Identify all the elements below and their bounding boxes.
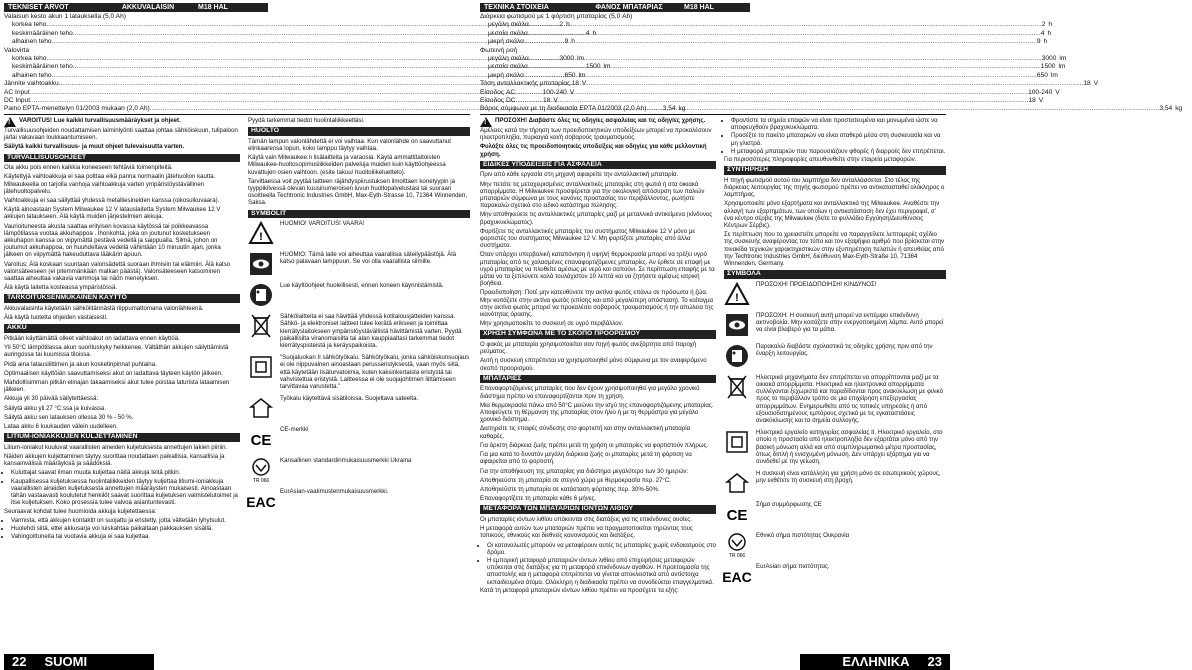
spec-row: [480, 71, 1058, 80]
spec-label: μικρή σκάλα: [488, 38, 524, 46]
ce-mark-icon: [248, 426, 274, 452]
symbol-text: ΠΡΟΣΟΧΗ! ΠΡΟΕΙΔΟΠΟΙΗΣΗ! ΚΙΝΔΥΝΟΣ!: [756, 280, 877, 288]
warning-text: Αμέλειες κατά την τήρηση των προειδοποιητικών υποδείξεων μπορεί να προκαλέσουν ηλεκτροπληξία, πυρκαγιά και/ή σοβαρούς τραυματισμούς.: [480, 127, 712, 142]
paragraph: Για περισσότερες πληροφορίες απευθυνθείτε στην εταιρεία μεταφορών.: [724, 156, 917, 164]
weee-bin-graphic: [250, 313, 272, 339]
paragraph: Για την αποθήκευση της μπαταρίας για διάστημα μεγαλύτερο των 30 ημερών:: [480, 467, 689, 475]
paragraph: Για άριστη διάρκεια ζωής πρέπει μετά τη χρήση οι μπαταρίες να φορτιστούν πλήρως.: [480, 441, 709, 449]
bullet-list: [724, 117, 946, 155]
page-right: [480, 0, 1183, 670]
ukraine-mark-graphic: [250, 457, 272, 483]
tech-data-header: [4, 3, 268, 12]
page-footer: [4, 654, 154, 670]
spec-label: alhainen teho: [12, 71, 52, 79]
symbol-text: Sähkölaitteita ei saa hävittää yhdessä kotitalousjätteiden kanssa. Sähkö- ja elektroniset laitteet tulee kerätä erikseen ja toimittaa kierrätyslaitokseen ympäristöystävällistä hävittämistä varten. Pyydä paikallisilta viranomaisilta tai alan kauppiaaltasi tarkemmat tiedot kierrätyspisteistä ja keräyspaikoista.: [280, 313, 462, 350]
symbol-text: ΠΡΟΣΟΧΗ: Η συσκευή αυτή μπορεί να εκπέμψει επικίνδυνη ακτινοβολία. Μην κοιτάζετε στην ενεργοποιημένη λάμπα. Αυτό μπορεί να είναι βλαβερό για τα μάτια.: [756, 311, 944, 334]
eac-mark-icon: [248, 488, 274, 514]
indoor-house-icon: [724, 470, 750, 496]
symbol-row: [724, 532, 946, 558]
header-title: ΤΕΧΝΙΚΑ ΣΤΟΙΧΕΙΑ: [484, 4, 549, 11]
section-heading: ΕΙΔΙΚΕΣ ΥΠΟΔΕΙΞΕΙΣ ΓΙΑ ΑΣΦΑΛΕΙΑ: [480, 161, 716, 170]
symbol-row: [724, 343, 946, 369]
symbol-text: Työkalu käytettävä sisätiloissa. Suojeltava sateelta.: [280, 395, 419, 403]
spec-label: keskimääräinen teho: [12, 63, 73, 71]
paragraph: Älä käytä tuotetta ohjeiden vastaisesti.: [4, 314, 108, 322]
paragraph: Αποθηκεύστε τη μπαταρία σε κατάσταση φόρτισης περ. 30%-50%.: [480, 485, 660, 493]
symbol-text: Lue käyttöohjeet huolellisesti, ennen koneen käynnistämistä.: [280, 282, 444, 290]
eac-mark-icon: [724, 563, 750, 589]
spec-value: 1500: [1040, 63, 1056, 71]
paragraph: Näiden akkujen kuljettaminen täytyy suorittaa noudattaen paikallisia, kansallisia ja kansainvälisiä määräyksiä ja säädöksiä.: [4, 453, 225, 468]
header-title: TEKNISET ARVOT: [8, 4, 69, 11]
warning-icon: [4, 117, 16, 127]
symbol-row: [724, 501, 946, 527]
symbol-text: HUOMIO! VAROITUS! VAARA!: [280, 220, 365, 228]
spec-value: 2: [559, 21, 564, 29]
symbol-text: CE-merkki: [280, 426, 309, 434]
paragraph: Μην χρησιμοποιείτε το συσκευή σε υγρό περιβάλλον.: [480, 320, 624, 328]
list-item: • Vahingoittuneita tai vuotavia akkuja ei saa kuljettaa.: [11, 533, 240, 540]
spec-unit: lm: [578, 71, 586, 79]
spec-label: μεγάλη σκάλα: [488, 21, 529, 29]
spec-label: μεγάλη σκάλα: [488, 55, 529, 63]
spec-row: [4, 47, 264, 55]
warning-text: Turvallisuusohjeiden noudattamisen laiminlyönti saattaa johtaa sähköiskuun, tulipaloon ja/tai vakavaan loukkaantumiseen.: [4, 127, 238, 142]
paragraph: Pyydä tarkemmat tiedot huolintaliikkeeltäsi.: [248, 117, 365, 124]
warning-title: VAROITUS! Lue kaikki turvallisuusmääräykset ja ohjeet.: [19, 117, 181, 124]
paragraph: Η πηγή φωτισμού αυτού του λαμπτήρα δεν ανταλλάσσεται. Στο τέλος της διάρκειας λειτουργίας της πηγής φωτισμού πρέπει να αντικατασταθεί ολόκληρος ο λαμπτήρας.: [724, 176, 945, 199]
warning-block: [480, 117, 716, 127]
list-item: • Huolehdi siitä, ettei akkusarja voi luiskahtaa paikaltaan pakkauksen sisällä.: [11, 525, 240, 532]
ukraine-mark-graphic: [726, 532, 748, 558]
section-heading: ΧΡΗΣΗ ΣΥΜΦΩΝΑ ΜΕ ΤΟ ΣΚΟΠΟ ΠΡΟΟΡΙΣΜΟΥ: [480, 330, 716, 339]
symbol-row: [248, 220, 470, 246]
spec-leader: [30, 97, 543, 105]
class-ii-graphic: [250, 356, 272, 378]
spec-label: Φωτεινή ροή: [480, 46, 518, 54]
header-model: M18 HAL: [684, 4, 714, 11]
spec-unit: lm: [1059, 55, 1067, 63]
spec-label: alhainen teho: [12, 38, 52, 46]
list-item: • Προσέξτε το πακέτο μπαταριών να είναι σταθερό μέσα στη συσκευασία και να μη γλιστρά.: [731, 132, 946, 146]
spec-unit: lm: [603, 63, 611, 71]
ce-mark-icon: [724, 501, 750, 527]
list-item: • Η μεταφορά μπαταριών που παρουσιάζουν φθορές ή διαρροές δεν επιτρέπεται.: [731, 148, 946, 155]
symbol-text: Σήμα συμμόρφωσης CE: [756, 501, 822, 509]
eye-radiation-graphic: [249, 252, 273, 276]
spec-row: [480, 47, 740, 55]
ukraine-mark-icon: [248, 457, 274, 483]
paragraph: Käytä vain Milwaukee:n lisälaitteita ja varaosia. Käytä ammattitaitoisten Milwaukee-huoltosopimusliikkeiden palveluja muiden kuin käyttöohjeessa kuvattujen osien vaihtoon. (esite takuu/ huoltoliikeluettelo).: [248, 154, 446, 176]
warning-block: [4, 117, 240, 127]
column-2: [724, 117, 946, 647]
paragraph: Säilytä akku sen latauksen ollessa 30 % - 50 %.: [4, 413, 134, 421]
svg-text:TR 066: TR 066: [728, 553, 746, 560]
symbol-text: Εθνικό σήμα πιστότητας Ουκρανία: [756, 532, 850, 540]
tech-data-header: [480, 3, 750, 12]
spec-value: 18: [542, 97, 551, 105]
section-heading: AKKU: [4, 324, 240, 333]
symbol-row: [248, 313, 470, 349]
list-item: • Kaupallisessa kuljetuksessa huolintaliikkeiden täytyy kuljettaa litiumi-ioniakkuja vaarallisten aineiden kuljetuksesta annettujen määräysten mukaisesti. Ainoastaan tähän vastaavasti koulutetut henkilöt saavat suorittaa kuljetuksen valmistelutoimet ja itse kuljetuksen. Koko prosessia tulee valvoa asiantuntevasti.: [11, 478, 240, 507]
symbol-row: [724, 563, 946, 589]
paragraph: Tämän lampun valonlähdettä ei voi vaihtaa. Kun valonlähde on saavuttanut elinkaarensa lopun, koko lamppu täytyy vaihtaa.: [248, 137, 451, 152]
spec-leader: [529, 55, 1042, 63]
spec-value: 3000: [1041, 55, 1057, 63]
paragraph: Οι μπαταρίες ιόντων λιθίου υπόκεινται στις διατάξεις για τις επικίνδυνες ουσίες.: [480, 515, 692, 523]
eye-radiation-icon: [724, 312, 750, 338]
paragraph: Κατά τη μεταφορά μπαταριών ιόντων λιθίου πρέπει να προσέχετε τα εξής:: [480, 586, 680, 594]
spec-label: keskimääräinen teho: [12, 29, 73, 37]
page-number: 23: [927, 654, 942, 669]
spec-unit: h: [566, 21, 570, 29]
spec-label: DC Input: [4, 97, 31, 105]
paragraph: Μην αποθηκεύετε τις ανταλλακτικές μπαταρίες μαζί με μεταλλικά αντικείμενα (κίνδυνος βραχυκυκλώματος).: [480, 211, 713, 226]
symbol-text: Ηλεκτρικό εργαλείο κατηγορίας ασφαλείας II. Ηλεκτρικό εργαλείο, στο οποίο η προστασία από ηλεκτροπληξία δεν εξαρτάται μόνο από την βασική μόνωση αλλά και από συμπληρωματικά μέτρα προστασίας, όπως διπλή ή ενισχυμένη μόνωση. Δεν υπάρχει εξάρτημα για να συνδεθεί με την γείωση.: [756, 429, 943, 466]
paragraph: Ota akku pois ennen kaikkia koneeseen tehtäviä toimenpiteitä.: [4, 164, 173, 172]
class-ii-icon: [248, 354, 274, 380]
spec-row: [480, 80, 1099, 88]
spec-unit: h: [592, 29, 597, 37]
spec-leader: [529, 21, 1042, 29]
paragraph: Lataa akku 6 kuukauden välein uudelleen.: [4, 423, 118, 431]
section-heading: TARKOITUKSENMUKAINEN KÄYTTÖ: [4, 294, 240, 303]
spec-label: korkea teho: [12, 55, 47, 63]
eye-radiation-icon: [248, 251, 274, 277]
read-manual-graphic: [249, 283, 273, 307]
symbol-text: Παρακαλώ διαβάστε σχολαστικά τις οδηγίες χρήσης πριν από την έναρξη λειτουργίας.: [756, 342, 933, 358]
paragraph: Optimaalisen käyttöiän saavuttamiseksi akut on ladattava täyteen käytön jälkeen.: [4, 369, 223, 377]
paragraph: Akkuja yli 30 päivää säilytettäessä:: [4, 395, 99, 403]
weee-bin-icon: [248, 313, 274, 339]
bullet-list: [4, 517, 240, 541]
paragraph: Vaurioituneesta akusta saattaa erityisen kovassa käytössä tai poikkeavassa lämpötilassa vuotaa akkuhappoa . Ihonkohta, joka on joutunut kosketukseen akkuhapon kanssa on viipymättä pestävä vedellä ja saippualla. Silmä, johon on joutumut akkuhappoa, on huuhdeltava vedellä vähintään 10 minuutin ajan, jonka jälkeen on viipymättä hakeuduttava lääkärin apuun.: [4, 222, 221, 259]
paragraph: Akkuvalaisinta käytetään sähkölitännästä riippumattomana valonlähteenä.: [4, 305, 204, 313]
spec-unit: h: [1048, 21, 1053, 29]
paragraph: Tarvittaessa voit pyytää laitteen räjähdyspiirustuksen ilmoittaen konetyypin ja tyyppikilvessä olevan kuusinumeroisen luvun huoltopalvelustasi tai suoraan osoitteella Techtronic Industries GmbH, Max-Eyth-Strasse 10, 71364 Winnenden, Saksa.: [248, 177, 468, 207]
spec-value: 3000: [559, 55, 575, 63]
spec-label: Τάση ανταλλακτικής μπαταρίας: [480, 80, 571, 88]
paragraph: Säilytä akku yli 27 °C:ssa ja kuivassa.: [4, 404, 107, 412]
ukraine-mark-icon: [724, 532, 750, 558]
paragraph: Η μεταφορά αυτών των μπαταριών πρέπει να πραγματοποιείται τηρώντας τους τοπικούς, εθνικούς και διεθνείς κανονισμούς και διατάξεις.: [480, 525, 693, 540]
spec-value: 4: [585, 29, 590, 37]
divider: [4, 114, 470, 115]
class-ii-graphic: [726, 431, 748, 453]
section-heading: SYMBOLIT: [248, 210, 470, 219]
symbol-row: [248, 395, 470, 421]
paragraph: Älä käytä laitetta kosteassa ympäristössä.: [4, 284, 118, 292]
eye-radiation-graphic: [725, 313, 749, 337]
symbol-row: [248, 354, 470, 390]
indoor-house-graphic: [726, 472, 748, 494]
spec-row: [480, 63, 1066, 71]
svg-text:TR 066: TR 066: [252, 478, 270, 485]
list-item: • Varmista, että akkujen kontaktit on suojattu ja eristetty, jotta vältetään lyhytsulut.: [11, 517, 240, 524]
header-product: ΦΑΝΟΣ ΜΠΑΤΑΡΙΑΣ: [595, 4, 663, 11]
paragraph: Mahdollisimman pitkän elinajan takaamiseksi akut tulee poistaa laturista lataamisen jälkeen.: [4, 379, 230, 394]
section-heading: LITIUM-IONIAKKUJEN KULJETTAMINEN: [4, 433, 240, 442]
symbol-row: [724, 281, 946, 307]
spec-value: 9: [1036, 38, 1041, 46]
warning-title: ΠΡΟΣΟΧΗ! Διαβάστε όλες τις οδηγίες ασφαλείας και τις οδηγίες χρήσης.: [495, 117, 706, 124]
spec-unit: V: [553, 97, 558, 105]
paragraph: Πριν από κάθε εργασία στη μηχανή αφαιρείτε την ανταλλακτική μπαταρία.: [480, 171, 679, 179]
spec-leader: [570, 80, 1083, 88]
paragraph: Vaihtoakkuja ei saa säilyttää yhdessä metalliesineiden kanssa (oikosulkuvaara).: [4, 197, 220, 205]
spec-label: Βάρος σύμφωνα με τη διαδικασία EPTA 01/2003 (2,0 Ah): [480, 105, 647, 113]
spec-value: 9: [564, 38, 569, 46]
symbol-row: [248, 457, 470, 483]
page-language: SUOMI: [44, 654, 88, 669]
spec-label: μεσαία σκάλα: [488, 29, 528, 37]
warning-triangle-icon: [724, 281, 750, 307]
symbol-row: [248, 251, 470, 277]
spec-value: 18: [571, 80, 579, 88]
spec-unit: V: [1093, 80, 1099, 88]
spec-unit: lm: [1058, 63, 1066, 71]
list-item: • Kuluttajat saavat ilman muuta kuljettaa näitä akkuja teitä pitkin.: [11, 469, 240, 476]
divider: [480, 114, 946, 115]
symbol-row: [248, 282, 470, 308]
spec-value: 4: [1040, 29, 1045, 37]
warning-keep: Säilytä kaikki turvallisuus- ja muut ohjeet tulevaisuutta varten.: [4, 143, 185, 151]
eac-mark-graphic: [246, 492, 276, 511]
symbol-text: Kansallinen standardinmukaisuusmerkki Ukraina: [280, 457, 412, 465]
paragraph: Μια θερμοκρασία πάνω από 50°C μειώνει την ισχύ της επαναφορτιζόμενης μπαταρίας. Αποφεύγετε τη θέρμανση της μπαταρίας στον ήλιο ή με τη θερμάστρα για μεγάλο χρονικό διάστημα.: [480, 401, 714, 424]
section-heading: ΜΕΤΑΦΟΡΑ ΤΩΝ ΜΠΑΤΑΡΙΩΝ ΙΟΝΤΩΝ ΛΙΘΙΟΥ: [480, 505, 716, 514]
paragraph: Επαναφορτίζετε τη μπαταρία κάθε 6 μήνες.: [480, 495, 597, 503]
symbol-text: Η συσκευή είναι κατάλληλη για χρήση μόνο σε εσωτερικούς χώρους, μην εκθέτετε τη συσκευή στη βροχή.: [756, 470, 941, 485]
spec-value: 100-240: [1028, 88, 1053, 96]
spec-value: 18: [1028, 97, 1036, 105]
spec-label: Valaisun kesto akun 1 latauksella (5,0 Ah): [4, 13, 126, 20]
column-1: [480, 117, 716, 647]
spec-unit: V: [569, 88, 575, 96]
paragraph: Ο φακός με μπαταρία χρησιμοποιείται σαν πηγή φωτός ανεξάρτητα από παροχή ρεύματος.: [480, 341, 697, 356]
spec-value: 3,54: [1159, 105, 1173, 113]
paragraph: Όταν υπάρχει υπερβολική καταπόνηση ή υψηλή θερμοκρασία μπορεί να τρέξει υγρό μπαταρίας από τις χαλασμένες επαναφορτιζόμενες μπαταρίες. Αν έρθετε σε επαφή με υγρό μπαταρίας να πλυθείτε αμέσως με νερό και σαπούνι. Σε περίπτωση επαφής με τα μάτια να τα ξεπλύνετε καλά τουλάχιστον 10 λεπτά και να ζητήσετε αμέσως ιατρική βοήθεια.: [480, 251, 715, 288]
paragraph: Επαναφορτιζόμενες μπαταρίες που δεν έχουν χρησιμοποιηθεί για μεγάλο χρονικό διάστημα πρέπει να επαναφορτίζονται πριν τη χρήση.: [480, 385, 700, 400]
spec-unit: h: [1047, 29, 1052, 37]
page-language: ΕΛΛΗΝΙΚΑ: [842, 654, 910, 669]
spec-row: [480, 88, 1060, 97]
spec-leader: [528, 63, 1041, 71]
spec-label: korkea teho: [12, 21, 47, 29]
column-1: [4, 117, 240, 647]
page-footer: [800, 654, 950, 670]
spec-label: Valovirta: [4, 46, 30, 54]
paragraph: Μην πετάτε τις μεταχειρισμένες ανταλλακτικές μπαταρίες στη φωτιά ή στα οικιακά απορρίμματα. Η Milwaukee προσφέρεται για την οικολογική απόσυρση των παλιών μπαταριών σύμφωνα με τους κανόνες προστασίας του περιβάλλοντος, ρωτήστε παρακαλώ σχετικά στο ειδικό κατάστημα πώλησης.: [480, 180, 705, 210]
spec-value: 650: [564, 71, 576, 79]
paragraph: Διατηρείτε τις επαφές σύνδεσης στο φορτιστή και στην ανταλλακτική μπαταρία καθαρές.: [480, 425, 691, 440]
spec-row: [4, 13, 264, 21]
paragraph: Σε περίπτωση που το χρειαστείτε μπορείτε να παραγγείλετε λεπτομερές σχέδιο της συσκευής αναφέροντας τον τύπο και τον εξαψήφιο αριθμό που βρίσκεται στην πινακίδα τεχνικών χαρακτηριστικών στην εξυπηρέτηση πελατών ή απευθείας από την Techtronic Industries GmbH, διεύθυνση Max-Eyth-Straße 10, 71364 Winnenden, Germany.: [724, 231, 945, 268]
read-manual-icon: [724, 343, 750, 369]
spec-row: [480, 38, 1048, 46]
spec-unit: h: [1043, 38, 1048, 46]
paragraph: Pidä aina latausliittimen ja akun kosketinpinnat puhtaina.: [4, 360, 157, 368]
warning-triangle-graphic: [249, 222, 273, 244]
column-2: [248, 117, 470, 647]
section-heading: ΜΠΑΤΑΡΙΕΣ: [480, 375, 716, 384]
warning-keep: Φυλάξτε όλες τις προειδοποιητικές υποδείξεις και οδηγίες για κάθε μελλοντική χρήση.: [480, 143, 707, 158]
spec-leader: [30, 89, 543, 97]
spec-leader: [515, 89, 1028, 97]
spec-label: Paino EPTA-menettelyn 01/2003 mukaan (2,0 Ah): [4, 105, 150, 113]
spec-unit: V: [1038, 97, 1044, 105]
warning-icon: [480, 117, 492, 127]
header-product: AKKUVALAISIN: [121, 4, 175, 11]
symbol-text: Ηλεκτρικά μηχανήματα δεν επιτρέπεται να απορρίπτονται μαζί με τα οικιακά απορρίμματα. Ηλεκτρικά και ηλεκτρονικά απορρίμματα συλλέγονται ξεχωριστά και παραδίδονται προς ανακύκλωση με φιλικό προς το περιβάλλον τρόπο σε μια επιχείρηση επεξεργασίας απορριμμάτων. Ενημερωθείτε από τις τοπικές υπηρεσίες ή από εξουσιοδοτημένους εμπόρους σχετικά με τις εγκαταστάσεις ανακύκλωσης και τα σημεία συλλογής.: [756, 373, 944, 425]
spec-unit: V: [1055, 88, 1060, 96]
paragraph: Litium-ioniakut kuuluvat vaarallisten aineiden kuljetuksesta annettujen lakien piiriin.: [4, 443, 228, 451]
indoor-house-icon: [248, 395, 274, 421]
spec-label: μικρή σκάλα: [488, 71, 524, 79]
page-number: 22: [12, 654, 27, 669]
paragraph: Προειδοποίηση: Ποτέ μην κατευθύνετε την ακτίνα φωτός επάνω σε πρόσωπα ή ζώα. Μην κοιτάζετε στην ακτίνα φωτός (επίσης και από μεγαλύτερη απόσταση). Το κοίταγμα στην ακτίνα φωτός μπορεί να προκαλέσει σοβαρούς τραυματισμούς ή την απώλεια της ικανότητας όρασης.: [480, 289, 714, 319]
spec-label: AC Input: [4, 88, 30, 96]
bullet-list: [4, 469, 240, 506]
spec-label: Είσοδος AC: [480, 88, 516, 96]
paragraph: Αυτή η συσκευή επιτρέπεται να χρησιμοποιηθεί μόνο σύμφωνα με τον αναφερόμενο σκοπό προορισμού.: [480, 357, 707, 372]
bullet-list: [480, 542, 716, 586]
paragraph: Για μια κατά το δυνατόν μεγάλη διάρκεια ζωής οι μπαταρίες μετά τη φόρτιση να αφαιρείται από το φορτιστή.: [480, 451, 692, 466]
spec-row: [480, 105, 1183, 113]
symbol-row: [724, 429, 946, 465]
ce-mark-graphic: [725, 506, 749, 525]
spec-label: Διάρκεια φωτισμού με 1 φόρτιση μπαταρίας (5,0 Ah): [480, 13, 633, 20]
list-item: • Οι καταναλωτές μπορούν να μεταφέρουν αυτές τις μπαταρίες χωρίς ενδοιασμούς στο δρόμο.: [487, 542, 716, 556]
svg-text:EAC: EAC: [246, 494, 276, 511]
spec-unit: lm: [1050, 71, 1058, 79]
spec-unit: lm: [577, 55, 585, 63]
svg-text:EAC: EAC: [722, 569, 752, 586]
spec-row: [480, 21, 1053, 29]
paragraph: Pitkään käyttämättä olleet vaihtoakut on ladattava ennen käyttöä.: [4, 335, 180, 343]
spec-value: 1500: [585, 63, 601, 71]
read-manual-graphic: [725, 344, 749, 368]
eac-mark-graphic: [722, 567, 752, 586]
spec-leader: [646, 105, 1159, 113]
svg-text:CE: CE: [726, 507, 748, 525]
paragraph: Αποθηκεύστε τη μπαταρία σε στεγνό χώρο με θερμοκρασία περ. 27°C.: [480, 476, 671, 484]
spec-unit: h: [571, 38, 575, 46]
warning-triangle-icon: [248, 220, 274, 246]
spec-leader: [524, 38, 1037, 46]
spec-label: Είσοδος DC: [480, 97, 516, 105]
section-heading: ΣΥΝΤΗΡΗΣΗ: [724, 166, 946, 175]
spec-leader: [528, 30, 1041, 38]
symbol-row: [248, 426, 470, 452]
symbol-row: [724, 374, 946, 424]
symbol-text: EurAsian-vaatimustenmukaisuusmerkki.: [280, 488, 389, 496]
svg-text:CE: CE: [250, 432, 272, 450]
spec-unit: V: [581, 80, 587, 88]
weee-bin-icon: [724, 374, 750, 400]
spec-unit: kg: [678, 105, 686, 113]
section-heading: HUOLTO: [248, 127, 470, 136]
spec-value: 2: [1041, 21, 1046, 29]
section-heading: ΣΥΜΒΟΛΑ: [724, 270, 946, 279]
svg-text:!: !: [259, 231, 263, 244]
header-model: M18 HAL: [198, 4, 228, 11]
spec-label: Jännite vaihtoakku: [4, 80, 59, 88]
paragraph: Yli 50°C lämpötilassa akun suorituskyky heikkenee. Vältäthän akkujen säilyttämistä auringossa tai kuumissa tiloissa.: [4, 344, 229, 359]
symbol-text: "Suojaluokan II sähkötyökalu. Sähkötyökalu, jonka sähköiskunsuojaus ei ole riippuvainen ainoastaan perusseristyksestä, vaan myös siitä, että käytetään lisäturvatoimia, kuten kaksinkertaista eristystä tai vahvistettua eristystä. Laitteessa ei ole suojajohtimen liittämiseen tarvittavaa varustetta.": [280, 354, 470, 391]
paragraph: Seuraavat kohdat tulee huomioida akkuja kuljetettaessa:: [4, 507, 157, 515]
svg-text:!: !: [735, 291, 739, 304]
symbol-row: [724, 470, 946, 496]
spec-value: 650: [1036, 71, 1048, 79]
weee-bin-graphic: [726, 374, 748, 400]
spec-row: [480, 29, 1052, 38]
spec-value: 100-240: [542, 88, 567, 96]
ce-mark-graphic: [249, 431, 273, 450]
symbol-text: HUOMIO: Tämä laite voi aiheuttaa vaarallisia säteilypäästöjä. Älä katso palavaan lamppuun. Se voi olla vaarallista silmille.: [280, 251, 457, 266]
class-ii-icon: [724, 429, 750, 455]
list-item: • Φροντίστε τα σημεία επαφών να είναι προστατευμένα και μονωμένα ώστε να αποφευχθούν βραχυκυκλώματα.: [731, 117, 946, 131]
warning-triangle-graphic: [725, 283, 749, 305]
paragraph: Φορτίζετε τις ανταλλακτικές μπαταρίες του συστήματος Milwaukee 12 V μόνο με φορτιστές του συστήματος Milwaukee 12 V. Μη φορτίζετε μπαταρίες από άλλα συστήματα.: [480, 227, 696, 250]
paragraph: Käytettyjä vaihtoakkuja ei saa polttaa eikä panna normaalin jätehuollon kautta. Milwaukeella on tarjolla vanhoja vaihtoakkuja varten ympäristöystävällinen jätehuoltopalvelu.: [4, 173, 216, 195]
section-heading: TURVALLISUUSOHJEET: [4, 154, 240, 163]
spec-unit: kg: [1175, 105, 1183, 113]
spec-value: 3,54: [662, 105, 676, 113]
spec-value: 18: [1083, 80, 1091, 88]
symbol-text: EurAsian σήμα πιστότητας.: [756, 563, 830, 571]
list-item: • Η εμπορική μεταφορά μπαταριών ιόντων λιθίου από επιχειρήσεις μεταφορών υπόκειται στις διατάξεις για τη μεταφορά επικίνδυνων αγαθών. Η προετοιμασία της αποστολής και η μεταφορά επιτρέπεται να γίνεται αποκλειστικά από αντίστοιχα εκπαιδευμένα άτομα. Ολόκληρη η διαδικασία πρέπει να συνοδεύεται επαγγελματικά.: [487, 557, 716, 586]
spec-table: [480, 13, 1183, 114]
paragraph: Varoitus: Älä koskaan suuntaan valonsädettä suoraan ihmisiin tai eläimiin. Älä katso valonsäteeseen (ei pitemmänkään matkan päästä). Valonsäteeseen katsominen saattaa aiheuttaa vakavia vammoja tai näön menetyksen.: [4, 260, 231, 283]
symbol-row: [248, 488, 470, 514]
paragraph: Käytä ainoastaan System Milwaukee 12 V latauslaitetta System Milwaukee 12 V akkujen lataukseen. Älä käytä muiden järjestelmien akkuja.: [4, 206, 221, 221]
read-manual-icon: [248, 282, 274, 308]
paragraph: Χρησιμοποιείτε μόνο εξαρτήματα και ανταλλακτικά της Milwaukee. Αναθέστε την αλλαγή των εξαρτημάτων, των οποίων η αντικατάσταση δεν έχει περιγραφεί, σ' ένα κέντρο σέρβις της Milwaukee (δείτε το φυλλάδιο Εγγύηση/Διευθύνσεις Κέντρων Σέρβις).: [724, 200, 940, 230]
indoor-house-graphic: [250, 397, 272, 419]
spec-leader: [524, 72, 1037, 80]
spec-label: μεσαία σκάλα: [488, 63, 528, 71]
symbol-row: [724, 312, 946, 338]
